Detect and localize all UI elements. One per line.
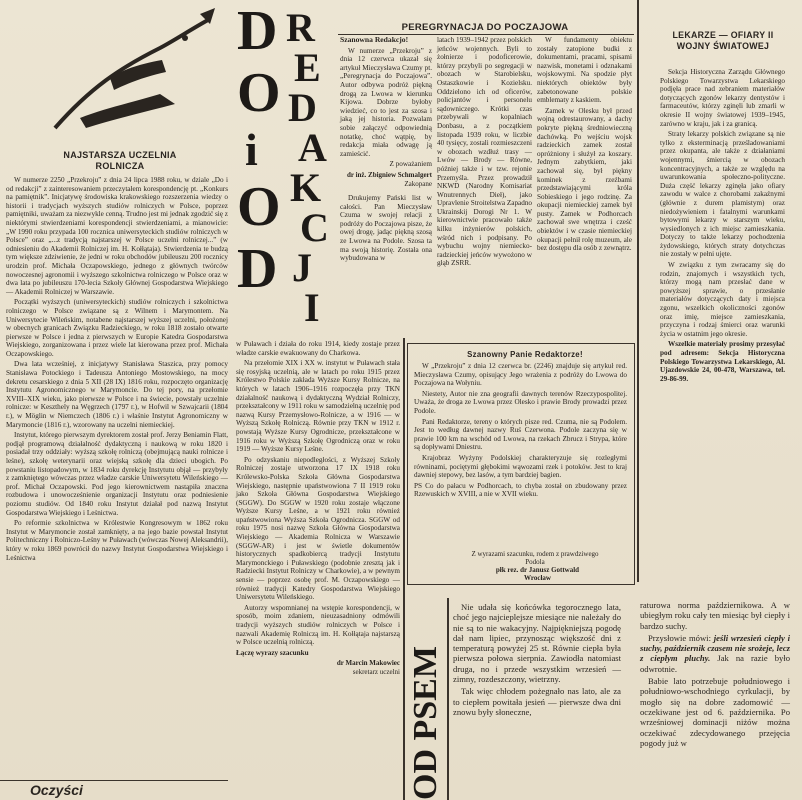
article-uczelnia-signature: dr Marcin Makowiec xyxy=(336,659,400,668)
article-uczelnia-signature-role: sekretarz uczelni xyxy=(352,667,400,676)
article-pogoda-p2: Tak więc chłodem pożegnało nas lato, ale za to ciepłem powitała jesień — pierwsze dwa dni znowu były słoneczne, xyxy=(453,686,621,717)
article-uczelnia-p3: Dwa lata wcześniej, z inicjatywy Stanisława Staszica, przy pomocy Stanisława Potockiego i Tadeusza Antoniego Mostowskiego, na mocy dekretu cesarskiego z dnia 5 XII (28 IX) 1816 roku, rozpoczęto organizację Instytutu Agronomicznego w Marymoncie. Do tej pory, na przełomie XVIII–XIX wieku, jako pierwsze w Polsce i na świecie, powstały uczelnie rolnicze: w Keszthely na Węgrzech (1797 r.), w Hofwil w Szwajcarii (1804 r.), w Möglin w Niemczech (1806 r.) i właśnie Instytut Agronomiczny w Marymoncie (1816 r.), wzorowany na uczelni niemieckiej. xyxy=(6,360,228,429)
divider-pogoda xyxy=(447,598,449,800)
masthead-letter-o: O xyxy=(237,62,281,124)
article-szanowny-p4: Krajobraz Wyżyny Podolskiej charakteryzuje się rozległymi równinami, pociętymi głębokimi wąwozami rzek i potoków. Jest to kraj dawniej stepowy, bez lasów, a tym bardziej bagien. xyxy=(414,453,627,480)
article-szanowny-body xyxy=(414,362,627,522)
article-pogoda-p3: raturowa norma październikowa. A w ubiegłym roku cały ten miesiąc był ciepły i bardzo suchy. xyxy=(640,600,790,631)
article-pogoda-p1: Nie udała się końcówka tegorocznego lata, choć jego najcieplejsze miesiące nie należały do nie są to nie wakacyjny. Najpiękniejszą pogodę dał nam lipiec, przynosząc większość dni z temperaturą powyżej 25 st. Równie ciepła była pierwsza połowa sierpnia. Zawiodła natomiast druga, no i przede wszystkim wrzesień — zimny, rozdeszczony, wietrzny. xyxy=(453,602,621,685)
masthead-letter-o2: O xyxy=(237,176,281,238)
hand-writing-illustration xyxy=(50,8,220,138)
article-szanowny-p3: Pani Redaktorze, tereny o których pisze red. Czuma, nie są Podolem. Jest to według dawnej nazwy Ruś Czerwona. Podole zaczyna się w prawie 100 km na wschód od Lwowa, na rzekach Zbrucz i Strypa, które są dopływami Dniestru. xyxy=(414,417,627,452)
article-pogoda-proverb-lead: Przysłowie mówi: xyxy=(648,632,711,643)
masthead-letter-d: D xyxy=(237,0,278,62)
article-pogoda-p4: Babie lato potrzebuje południowego i południowo-wschodniego cyrkulacji, by mogło się na dobre zadomowić — oczekiwane jest od 6. października. Po wrześniowej dominacji niżów można oczekiwać zdecydowanego przejęcia pogody już w xyxy=(640,676,790,748)
article-peregrynacja-col3-text: W fundamenty obiektu zostały zatopione budki z dokumentami, pracami, spisami nazwisk, monetami i odznakami wojskowymi. Na spodzie płyt niektórych obiektów były zabetonowane polskie emblematy z kaskiem. xyxy=(537,36,632,105)
article-peregrynacja-col2 xyxy=(437,36,532,336)
article-lekarze-body xyxy=(660,68,785,583)
masthead-letter-a: A xyxy=(298,125,327,170)
article-peregrynacja-signature: dr inż. Zbigniew Schmalgert xyxy=(346,170,432,179)
article-uczelnia-p2: Początki wyższych (uniwersyteckich) studiów rolniczych i szkolnictwa rolniczego w Polsce związane są z Wilnem i Marymontem. Na Uniwersytecie Wileńskim, notabene najstarszej wyższej uczelni, położonej w obecnych granicach Związku Radzieckiego, w roku 1818 zostało otwarte pierwsze w Polsce i jedna z pierwszych w Europie Katedra Gospodarstwa Wiejskiego, zorganizowana i przez wiele lat kierowana przez prof. Michała Oczapowskiego. xyxy=(6,298,228,358)
masthead-letter-e: E xyxy=(294,45,321,90)
article-uczelnia-continued xyxy=(236,340,400,785)
article-szanowny-p1: W „Przekroju” z dnia 12 czerwca br. (2246) znajduje się artykuł red. Mieczysława Czumy, opisujący Jego wrażenia z podróży do Lwowa do Poczajowa na Wołyniu. xyxy=(414,362,627,388)
article-lekarze-p4: Wszelkie materiały prosimy przesyłać pod adresem: Sekcja Historyczna Polskiego Towarzystwa Lekarskiego, Al. Ujazdowskie 24, 00-478, Warszawa, tel. 29-86-99. xyxy=(660,340,785,383)
masthead-letter-k: K xyxy=(290,165,322,210)
article-pogoda-proverb-tail: Jak na razie było odwrotnie. xyxy=(640,653,791,674)
article-peregrynacja-col1b: Drukujemy Pański list w całości. Pan Mieczysław Czuma w swojej relacji z podróży do Poczajowa pisze, że owej drogę, jadąc piękną szosą ze Lwowa na Podole. Szosa ta ma swoją historię. Została ona wybudowana w xyxy=(340,194,433,263)
article-uczelnia-title: NAJSTARSZA UCZELNIA ROLNICZA xyxy=(63,150,177,171)
article-szanowny-p2: Niestety, Autor nie zna geografii dawnych terenów Rzeczypospolitej. Uważa, że droga ze Lwowa przez Olesko i prawie Brody prowadzi przez Podole. xyxy=(414,389,627,415)
section-footer-label: Oczyści xyxy=(30,782,83,798)
masthead-letter-d3: D xyxy=(288,85,317,130)
article-uczelnia-p4: Instytut, którego pierwszym dyrektorem został prof. Jerzy Beniamin Flatt, podjął programową działalność dydaktyczną i naukową w roku 1820 i posiadał trzy oddziały: wyższą szkołę rolniczą (obejmującą nauki rolnicze i leśne), szkołę weterynarii oraz wiejską szkołę dla dzieci ubogich. Po powstaniu listopadowym, w 1834 roku dyrekcję Instytutu objął — przybyły z zamkniętego wówczas przez władze carskie Uniwersytetu Wileńskiego — prof. Michał Oczapowski. Pod jego kierownictwem nastąpiła znaczna rozbudowa i unowocześnienie organizacji Instytutu oraz podniesienie poziomu studiów. Od 1840 roku Instytut działał pod nazwą Instytut Gospodarstwa Wiejskiego i Leśnictwa. xyxy=(6,431,228,517)
article-peregrynacja-col3b-text: Zamek w Olesku był przed wojną odrestaurowany, a dachy pokryte piękną średniowieczną dachówką. Po wejściu wojsk radzieckich zamek został opróżniony i służył za koszary. Jednym zabytkiem, jaki zachował się, był piękny kominek z rzeźbami przedstawiającymi króla Sobieskiego i jego rodzinę. Za okupacji niemieckiej zamek był pusty. Zamek w Podhorcach zachował swe wnętrza i cześć obiektów i w czasie niemieckiej okupacji pełnił rolę muzeum, ale bez dostępu dla osób z zewnątrz. xyxy=(537,106,632,253)
masthead-letter-r: R xyxy=(286,5,315,50)
masthead-letter-j: J xyxy=(292,245,312,290)
article-peregrynacja-col1-text: W numerze „Przekroju” z dnia 12 czerwca ukazał się artykuł Mieczysława Czumy pt. „Peregrynacja do Poczajowa”. Autor odbywa podróż piękną drogą za Lwowa w kierunku Kijowa. Dobrze byłoby wiedzieć, co to jest za szosa i jaką jej historia. Pozwalam sobie załączyć odpowiednią notatkę, choć wątpię, by redakcja miała odwagę ją zamieścić. xyxy=(340,46,432,158)
article-peregrynacja-salutation: Szanowna Redakcjo! xyxy=(340,35,409,44)
article-lekarze-title: LEKARZE — OFIARY II WOJNY ŚWIATOWEJ xyxy=(672,30,774,51)
article-lekarze-p3: W związku z tym zwracamy się do rodzin, znajomych i wszystkich tych, którzy mogą nam przesłać dane w powyższej sprawie, o przesłanie materiałów dotyczących daty i miejsca zgonu, wszelkich okoliczności zgonów oraz imię, miejsce zamieszkania, przyczyna i rodzaj śmierci oraz warunki życia w ostatnim jego okresie. xyxy=(660,261,785,338)
article-peregrynacja-greeting: Z poważaniem xyxy=(389,160,432,169)
masthead-letter-i: i xyxy=(245,124,258,175)
article-peregrynacja-col2-text: latach 1939–1942 przez polskich jeńców wojennych. Byli to żołnierze i podoficerowie, którzy przybyli po segregacji w obozach w Starobielsku, Ostaszkowie i Kozielsku. Oddzielono ich od oficerów, policjantów i personelu sądowniczego. Krótki czas przebywali w kopalniach Donbasu, a z początkiem listopada 1939 roku, w liczbie 40 tysięcy, zostali rozmieszczeni w obozach wzdłuż trasy — Lwów — Brody — Równe, później także i w tzw. rejonie Przemyśla. Przez prowadził NKWD (Narodny Komisariat Wnutrennych Dieł), jako Upravlenie Stroitelstwa Zapadno Ukrainskij Dorogi Nr 1. W kierownictwie pracowało także kilku inżynierów polskich, wśród nich i podpisany. Po wybuchu wojny niemiecko-radzieckiej jeńców wywożono w głąb ZSRR. xyxy=(437,36,533,268)
masthead-letter-i2: I xyxy=(304,285,320,330)
masthead-left-letters xyxy=(237,0,287,330)
article-peregrynacja-col1 xyxy=(340,36,432,336)
article-peregrynacja-col3 xyxy=(537,36,632,336)
article-szanowny-salutation: Szanowny Panie Redaktorze! xyxy=(467,350,583,359)
article-szanowny-place: Wrocław xyxy=(524,574,551,582)
article-uczelnia-cont-p3: Po odzyskaniu niepodległości, z Wyższej Szkoły Rolniczej zostaje utworzona 17 IX 1918 roku Królewsko-Polska Szkoła Główna Gospodarstwa Wiejskiego, następnie upaństwowiona 7 II 1919 roku jako Szkoła Główna Gospodarstwa Wiejskiego (SGGW). Do SGGW w 1920 roku zostaje włączone Wyższe Kursy Leśne, a w 1921 roku również upaństwowiona Wyższa Szkoła Ogrodnicza. SGGW od roku 1975 nosi nazwę Szkoła Główna Gospodarstwa Wiejskiego — Akademia Rolnicza w Warszawie (SGGW-AR) i jest w świetle dokumentów historycznych spadkobiercą tradycji Instytutu Marymonckiego i Puławskiego (podobnie zresztą jak i Radziecki Instytut Rolniczy w Charkowie), a w pewnym sensie — poprzez osobę prof. M. Oczapowskiego — również tradycji Katedry Gospodarstwa Wiejskiego Uniwersytetu Wileńskiego. xyxy=(236,455,400,602)
article-pogoda-proverb: jeśli wrzesień ciepły i suchy, październik czasem nie srożeje, lecz z ciepłym pluchy. xyxy=(640,632,790,664)
divider-right-column xyxy=(637,0,639,582)
article-szanowny-greeting: Z wyrazami szacunku, rodem z prawdziwego Podola xyxy=(471,550,599,566)
article-peregrynacja-place: Zakopane xyxy=(404,179,432,188)
article-szanowny-p5: PS Co do pałacu w Podhorcach, to chyba został on zbudowany przez Rzewuskich w XVIII, a nie w XVII wieku. xyxy=(414,481,627,499)
article-uczelnia-cont-p2: Na przełomie XIX i XX w. instytut w Puławach stała się rosyjską uczelnią, ale w latach po roku 1915 przez Królestwo Polskie zakłada Wyższe Kursy Rolnicze, na których w latach 1906–1916 rozpoczęła przy TKN działalność naukową i dydaktyczną Wydział Rolniczy, przekształcony w 1911 roku w samodzielną uczelnię pod nazwą Kursy Przemysłowo-Rolnicze, a w 1916 — w Wyższą Szkołę Rolniczą. Równie przy TKN w 1912 r. powstają Wyższe Kursy Ogrodnicze, przekształcone w 1916 roku w Wyższą Szkołę Ogrodniczą oraz w roku 1919 — Wyższe Kursy Leśne. xyxy=(236,359,400,454)
article-uczelnia-header xyxy=(50,8,220,143)
divider-footer xyxy=(0,780,228,781)
article-pogoda-col1 xyxy=(453,602,621,800)
masthead-letter-d2: D xyxy=(237,238,278,300)
article-lekarze-p1: Sekcja Historyczna Zarządu Głównego Polskiego Towarzystwa Lekarskiego podjęła prace nad zebraniem materiałów dotyczących zgonów lekarzy dentystów i farmaceutów, którzy zginęli lub zmarli w okresie II wojny światowej 1939–1945, zarówno w kraju, jak i za granicą. xyxy=(660,68,785,128)
article-pogoda-col2 xyxy=(640,600,790,800)
article-uczelnia-cont-p4: Autorzy wspomnianej na wstępie korespondencji, w sposób, moim zdaniem, nieuzasadniony odmówili tradycji wyższych studiów rolniczych w Polsce i nazwali Akademię Rolniczą im. H. Kołłątaja najstarszą w Polsce uczelnią rolniczą. xyxy=(236,603,400,647)
article-szanowny-signature: płk rez. dr Janusz Gottwald xyxy=(495,566,580,574)
article-uczelnia-cont-p1: w Puławach i działa do roku 1914, kiedy zostaje przez władze carskie ewakuowany do Charkowa. xyxy=(236,340,400,357)
article-uczelnia-p5: Po reformie szkolnictwa w Królestwie Kongresowym w 1862 roku Instytut w Marymoncie został zamknięty, a na jego bazie powstał Instytut Politechniczny i Rolniczo-Leśny w Puławach (wówczas Nowej Aleksandrii), który w roku 1869 powrócił do nazwy Instytut Gospodarstwa Wiejskiego i Leśnictwa xyxy=(6,519,228,562)
section-od-psem: OD PSEM xyxy=(407,646,444,800)
article-peregrynacja-title: PEREGRYNACJA DO POCZAJOWA xyxy=(401,22,569,33)
article-uczelnia-greeting: Łączę wyrazy szacunku xyxy=(236,648,309,657)
article-lekarze-p2: Straty lekarzy polskich związane są nie tylko z eksterminacją prześladowaniami przez okupanta, ale także z działaniami wojennymi, śmiercią w obozach koncentracyjnych, a także ze względu na uwarunkowania społeczno-polityczne. Duża część lekarzy zginęła jako ofiary zawodu w walce z chorobami zakaźnymi (głównie z durem plamistym) oraz niedożywieniem i fatalnymi warunkami bytowymi lekarzy w starszym wieku, wysiedlonych z ich miejsc zamieszkania. Dotyczy to także lekarzy pochodzenia żydowskiego, których straty dotychczas nie zostały w pełni ujęte. xyxy=(660,130,785,259)
divider-top-peregrynacja xyxy=(338,34,634,35)
article-uczelnia-p1: W numerze 2250 „Przekroju” z dnia 24 lipca 1988 roku, w dziale „Do i od redakcji” z zainteresowaniem przeczytałem korespondencję pt. „Konkurs na pamiętnik”. Inicjatywę środowiska krakowskiego rozszerzenia wiedzy o historii i tradycjach wyższych studiów rolniczych w Polsce, poprzez pamiętniki, uważam za niezwykle cenną. Trudno jest mi jednak zgodzić się z niektórymi stwierdzeniami korespondencji stwierdzeniami, a mianowicie: „W 1990 roku przypada 100 rocznica uniwersyteckich studiów rolniczych w Polsce” oraz „...z tradycją najstarszej w Polsce uczelni rolniczej...” (w odniesieniu do Akademii Rolniczej im. H. Kołłątaja). Stwierdzenia te budzą tym większe zdziwienie, że jedni w roku obchodów jubileuszu 200 rocznicy urodzin prof. Michała Oczapowskiego, jednego z głównych twórców nowoczesnej agronomii i wyższego szkolnictwa rolniczego w Polsce oraz w dwa lata po jubileuszu 170-lecia Szkoły Głównej Gospodarstwa Wiejskiego — Akademii Rolniczej w Warszawie. xyxy=(6,176,228,296)
masthead-letter-c: C xyxy=(300,205,329,250)
masthead-right-letters xyxy=(286,5,346,338)
article-uczelnia-body xyxy=(6,176,228,776)
